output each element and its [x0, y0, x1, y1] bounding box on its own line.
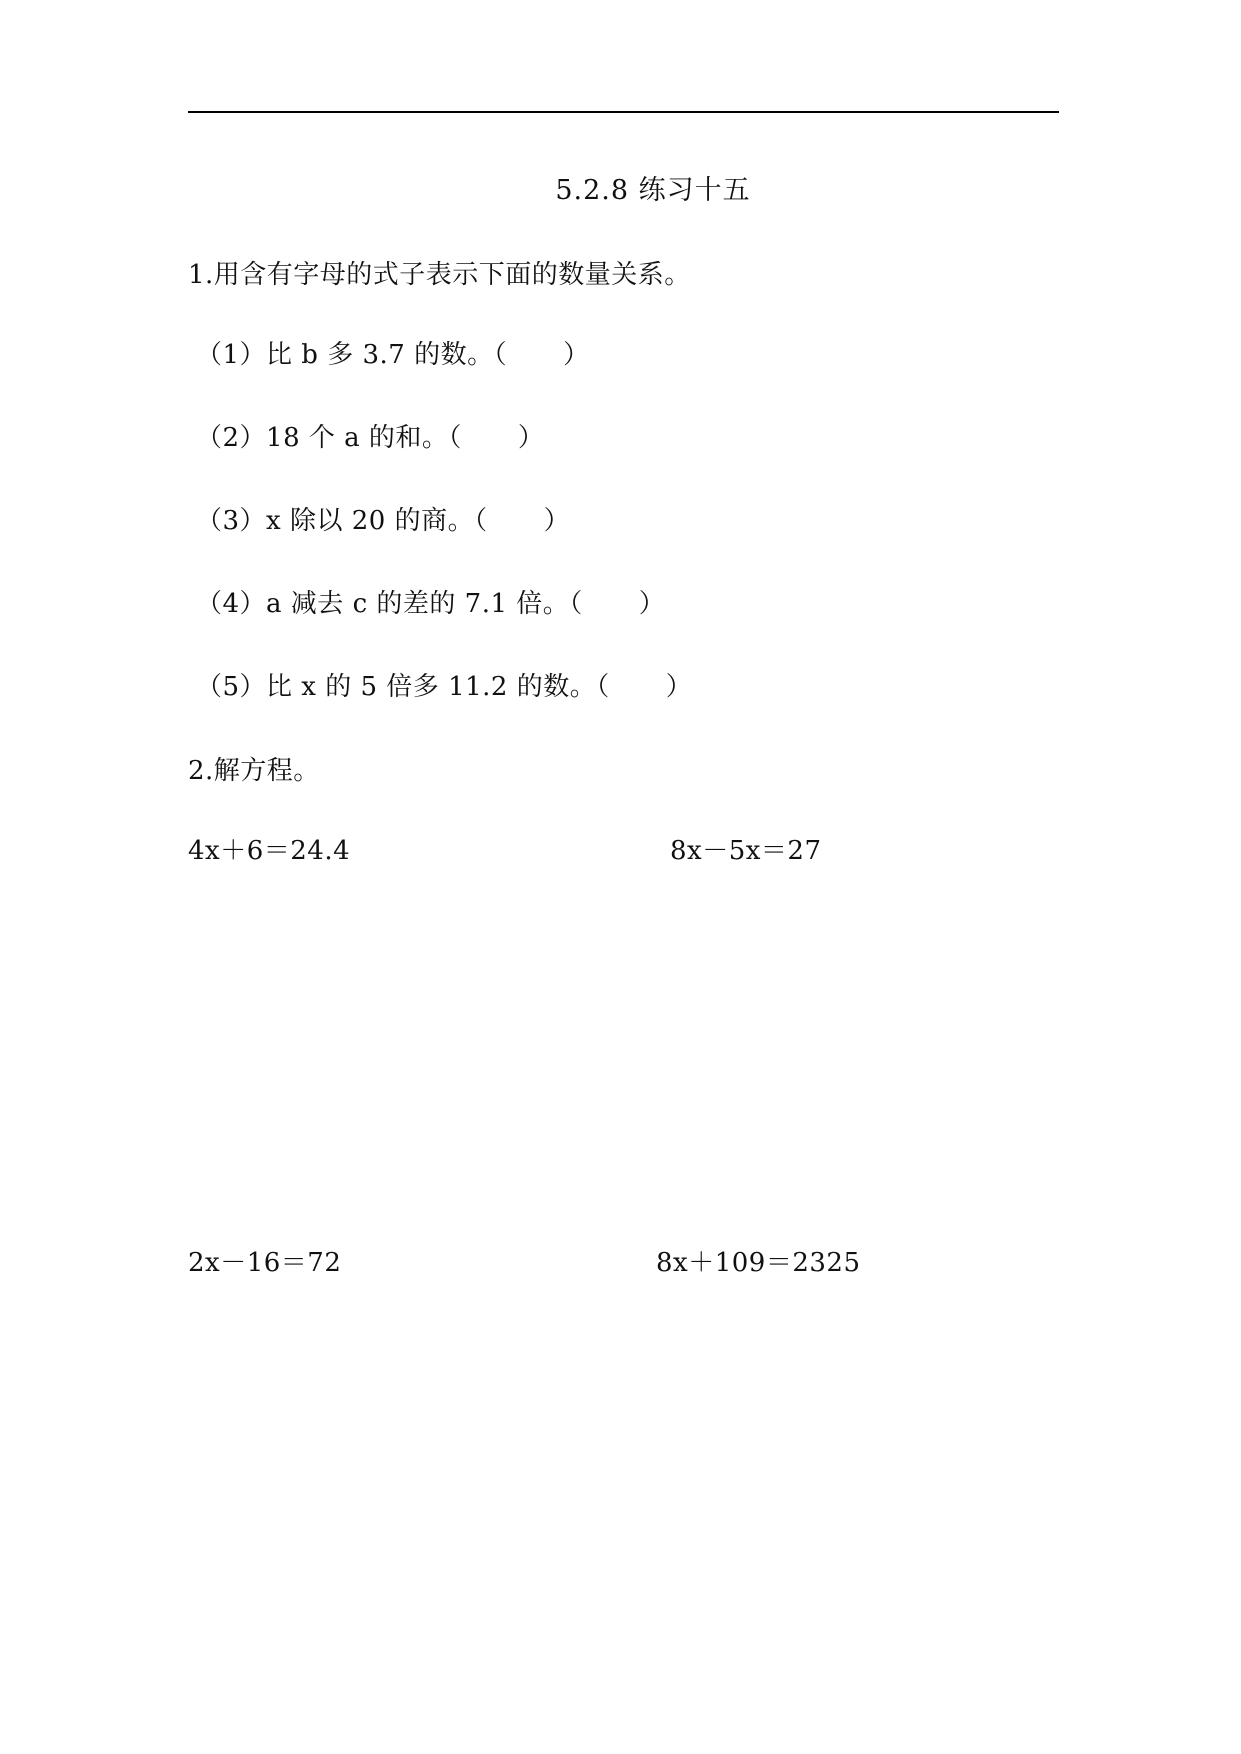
equation-4: 8x＋109＝2325	[656, 1248, 861, 1278]
question-1-item-4	[196, 583, 665, 620]
item-close-paren: ）	[665, 672, 693, 702]
question-1-prompt: 1.用含有字母的式子表示下面的数量关系。	[188, 260, 691, 290]
header-rule	[188, 111, 1059, 113]
item-close-paren: ）	[543, 506, 571, 536]
item-close-paren: ）	[517, 423, 545, 453]
item-text: （1）比 b 多 3.7 的数。（	[196, 340, 508, 370]
equation-2: 8x－5x＝27	[670, 836, 822, 866]
item-close-paren: ）	[563, 340, 590, 370]
question-2-prompt: 2.解方程。	[188, 756, 320, 786]
item-text: （5）比 x 的 5 倍多 11.2 的数。（	[196, 672, 610, 702]
question-1-item-5	[196, 666, 692, 703]
question-1-item-3	[196, 500, 570, 537]
item-text: （4）a 减去 c 的差的 7.1 倍。（	[196, 589, 583, 619]
page-title: 5.2.8 练习十五	[555, 175, 751, 206]
item-close-paren: ）	[638, 589, 666, 619]
equation-1: 4x＋6＝24.4	[188, 836, 351, 866]
item-text: （3）x 除以 20 的商。（	[196, 506, 488, 536]
question-1-item-1	[196, 334, 590, 371]
question-1-item-2	[196, 417, 544, 454]
item-text: （2）18 个 a 的和。（	[196, 423, 462, 453]
equation-3: 2x－16＝72	[188, 1248, 342, 1278]
